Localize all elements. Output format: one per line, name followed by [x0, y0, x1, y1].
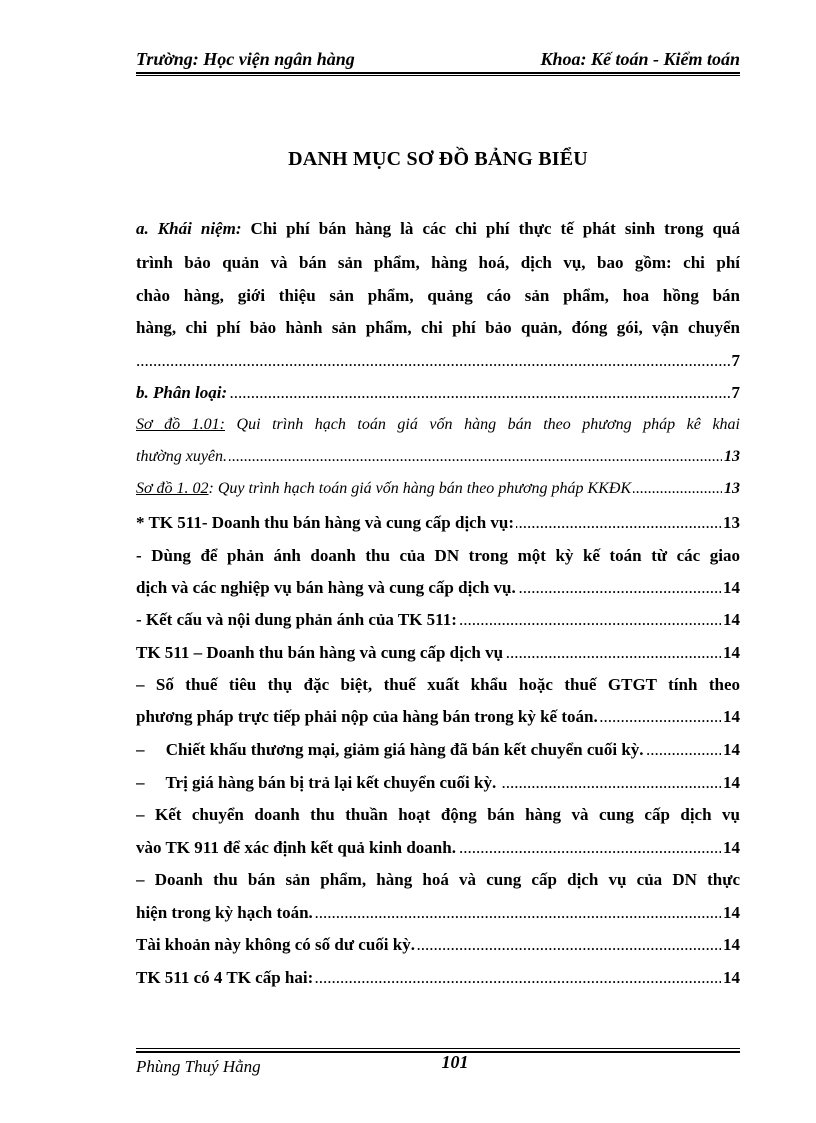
toc-line [136, 610, 740, 636]
toc-line [136, 903, 740, 929]
toc-text: ..... thường xuyên. [136, 448, 228, 465]
toc-page-number: 13 [724, 480, 740, 497]
toc-page-number: 14 [723, 707, 740, 726]
toc-text: ..... TK 511 có 4 TK cấp hai: [136, 968, 314, 987]
toc-page-number: ..... 7 [731, 351, 740, 370]
page-title: DANH MỤC SƠ ĐỒ BẢNG BIỂU [288, 148, 588, 170]
toc-text: ..... Tài khoản này không có số dư cuối kỳ. [136, 935, 415, 954]
page-header [136, 49, 740, 71]
toc-text: ..... hiện trong kỳ hạch toán. [136, 903, 313, 922]
toc-text: ..... – Chiết khấu thương mại, giảm giá hàng đã bán kết chuyển cuối kỳ. [136, 740, 644, 759]
toc-line [136, 968, 740, 994]
footer-rule-thin [136, 1048, 740, 1049]
toc-text: chào hàng, giới thiệu sản phẩm, quảng cáo sản phẩm, hoa hồng bán [136, 286, 740, 305]
toc-line [136, 707, 740, 733]
toc-page-number: 13 [724, 448, 740, 465]
toc-line [136, 383, 740, 409]
toc-line [136, 253, 740, 279]
toc-text: – Kết chuyển doanh thu thuần hoạt động bán hàng và cung cấp dịch vụ [136, 805, 740, 824]
toc-page-number: 14 [723, 903, 740, 922]
toc-line [136, 773, 740, 799]
toc-line [136, 351, 740, 377]
toc-page-number: 14 [723, 968, 740, 987]
header-faculty: Khoa: Kế toán - Kiểm toán [540, 49, 740, 69]
toc-page-number: 7 [731, 383, 740, 402]
toc-text: : Quy trình hạch toán giá vốn hàng bán theo phương pháp KKĐK [208, 480, 632, 497]
toc-line [136, 416, 740, 442]
toc-line [136, 805, 740, 831]
toc-line [136, 870, 740, 896]
toc-page-number: 14 [723, 643, 740, 662]
toc-line [136, 643, 740, 669]
toc-page-number: 14 [723, 838, 740, 857]
toc-line [136, 740, 740, 766]
toc-text: ..... dịch và các nghiệp vụ bán hàng và cung cấp dịch vụ. [136, 578, 516, 597]
toc-line [136, 675, 740, 701]
toc-line [136, 219, 740, 245]
toc-text: ..... * TK 511- Doanh thu bán hàng và cung cấp dịch vụ: [136, 513, 515, 532]
toc-lead: ..... b. Phân loại: [136, 383, 228, 402]
toc-line [136, 513, 740, 539]
header-school: Trường: Học viện ngân hàng [136, 49, 355, 69]
toc-lead: a. Khái niệm: [136, 219, 242, 238]
toc-line [136, 448, 740, 474]
toc-text: – Số thuế tiêu thụ đặc biệt, thuế xuất khẩu hoặc thuế GTGT tính theo [136, 675, 740, 694]
footer-author: Phùng Thuý Hằng [136, 1057, 261, 1076]
toc-lead: Sơ đồ 1.01: [136, 416, 225, 433]
header-rule [136, 72, 740, 74]
toc-line [136, 546, 740, 572]
toc-text: – Doanh thu bán sản phẩm, hàng hoá và cung cấp dịch vụ của DN thực [136, 870, 740, 889]
toc-page-number: 13 [723, 513, 740, 532]
footer-page-number: 101 [441, 1052, 469, 1072]
toc-text: trình bảo quản và bán sản phẩm, hàng hoá, dịch vụ, bao gồm: chi phí [136, 253, 740, 272]
toc-text: hàng, chi phí bảo hành sản phẩm, chi phí bảo quản, đóng gói, vận chuyển [136, 318, 740, 337]
toc-page-number: 14 [723, 578, 740, 597]
toc-page-number: 14 [723, 773, 740, 792]
toc-text: Chi phí bán hàng là các chi phí thực tế phát sinh trong quá [241, 219, 740, 238]
toc-text: - Dùng để phản ánh doanh thu của DN trong một kỳ kế toán từ các giao [136, 546, 740, 565]
toc-text: ..... vào TK 911 để xác định kết quả kinh doanh. [136, 838, 456, 857]
toc-line [136, 318, 740, 344]
header-rule-thin [136, 75, 740, 76]
toc-line [136, 480, 740, 506]
toc-text: ..... – Trị giá hàng bán bị trả lại kết chuyển cuối kỳ. [136, 773, 501, 792]
toc-line [136, 578, 740, 604]
toc-page-number: 14 [723, 610, 740, 629]
toc-text: ..... - Kết cấu và nội dung phản ánh của TK 511: [136, 610, 457, 629]
toc-text: ..... phương pháp trực tiếp phải nộp của hàng bán trong kỳ kế toán. [136, 707, 598, 726]
toc-page-number: 14 [723, 740, 740, 759]
toc-line [136, 935, 740, 961]
toc-text: ..... TK 511 – Doanh thu bán hàng và cung cấp dịch vụ [136, 643, 504, 662]
toc-line [136, 286, 740, 312]
toc-lead: Sơ đồ 1. 02 [136, 480, 209, 497]
toc-line [136, 838, 740, 864]
toc-page-number: 14 [723, 935, 740, 954]
toc-text: Qui trình hạch toán giá vốn hàng bán theo phương pháp kê khai [224, 416, 740, 433]
